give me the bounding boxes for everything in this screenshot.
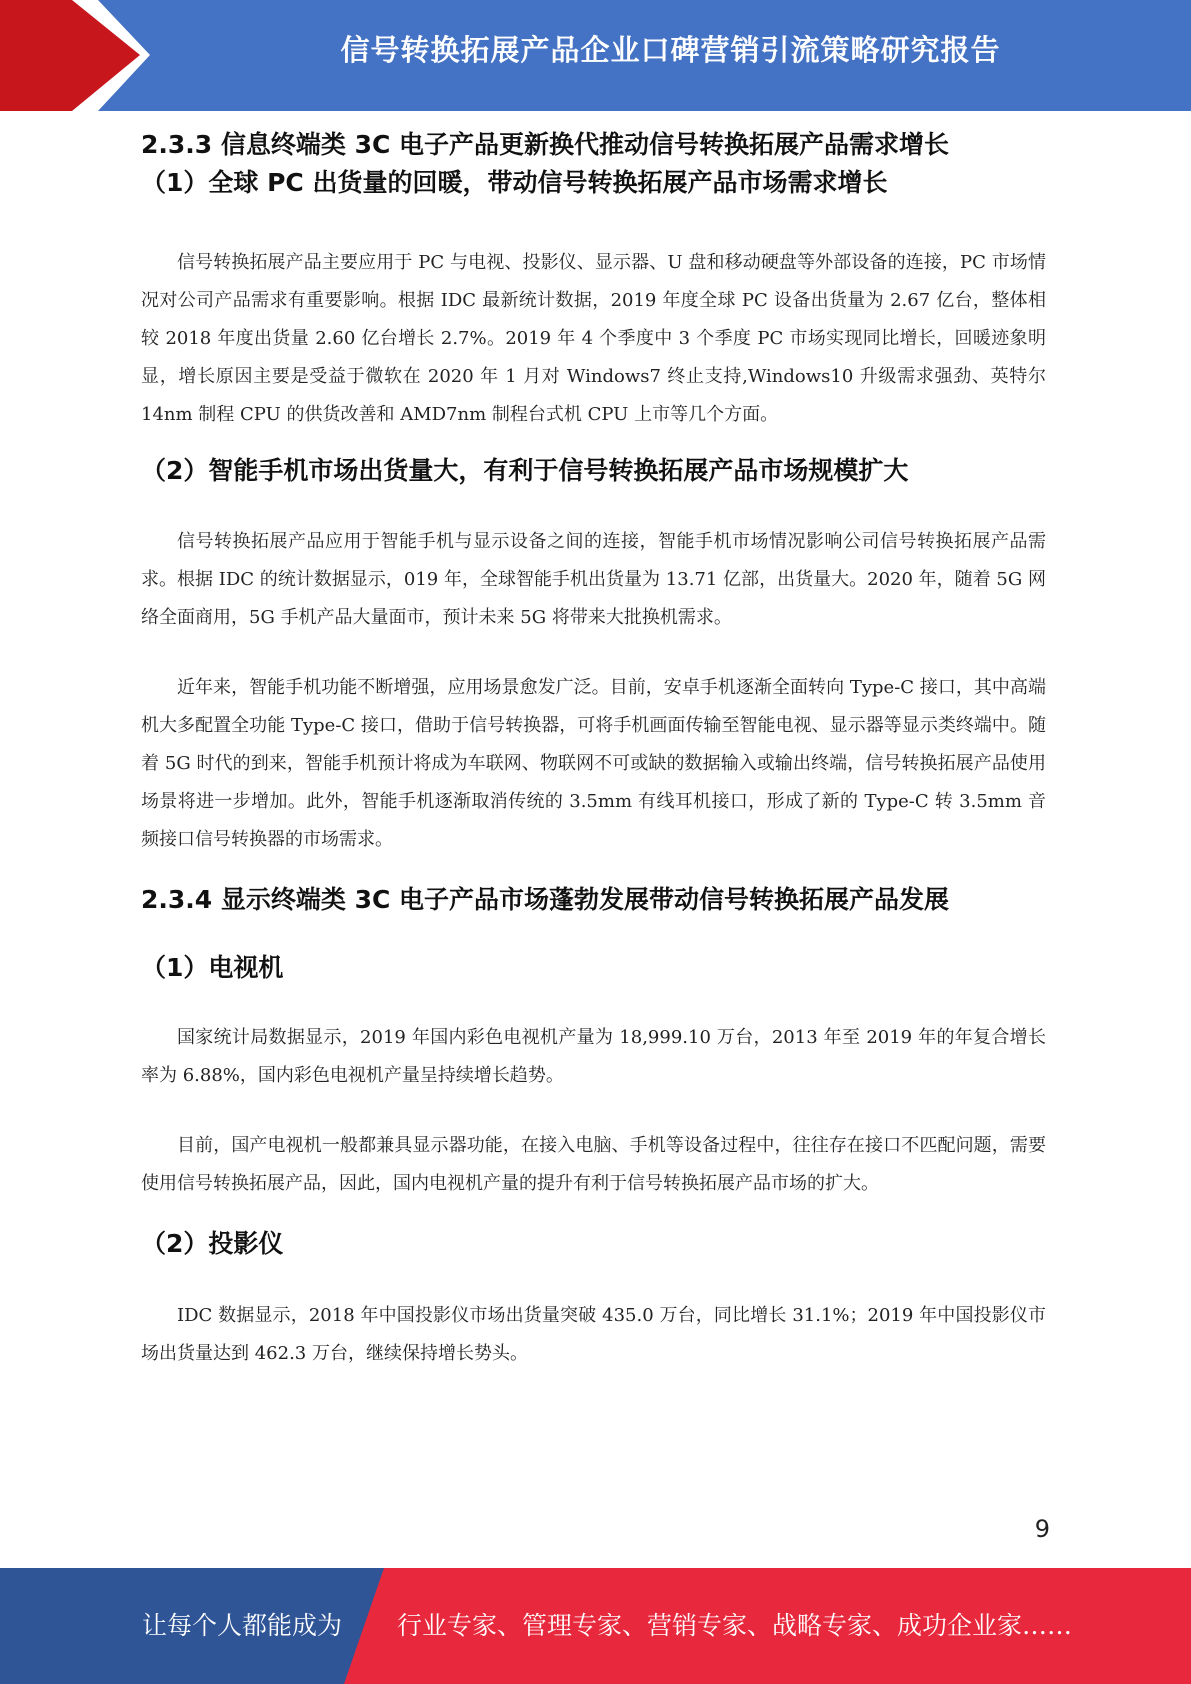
paragraph-pc-market: 信号转换拓展产品主要应用于 PC 与电视、投影仪、显示器、U 盘和移动硬盘等外部设备的连接，PC 市场情况对公司产品需求有重要影响。根据 IDC 最新统计数据，2019 年度全球 PC 设备出货量为 2.67 亿台，整体相较 2018 年度出货量 2.60 亿台增长 2.7%。2019 年 4 个季度中 3 个季度 PC 市场实现同比增长，回暖迹象明显，增长原因主要是受益于微软在 2020 年 1 月对 Windows7 终止支持,Windows10 升级需求强劲、英特尔 14nm 制程 CPU 的供货改善和 AMD7nm 制程台式机 CPU 上市等几个方面。 bbox=[141, 252, 1046, 425]
footer-slogan-left: 让每个人都能成为 bbox=[142, 1611, 343, 1640]
page-footer bbox=[0, 1568, 1191, 1684]
subsection-heading-tv: （1）电视机 bbox=[141, 953, 284, 982]
section-heading-2-3-3: 2.3.3 信息终端类 3C 电子产品更新换代推动信号转换拓展产品需求增长 bbox=[141, 130, 950, 159]
paragraph-projector: IDC 数据显示，2018 年中国投影仪市场出货量突破 435.0 万台，同比增长 31.1%；2019 年中国投影仪市场出货量达到 462.3 万台，继续保持增长势头。 bbox=[141, 1305, 1046, 1364]
page-number: 9 bbox=[1034, 1515, 1050, 1543]
footer-slogan-right: 行业专家、管理专家、营销专家、战略专家、成功企业家…… bbox=[397, 1611, 1073, 1640]
subsection-heading-projector: （2）投影仪 bbox=[141, 1229, 284, 1258]
subsection-heading-pc: （1）全球 PC 出货量的回暖，带动信号转换拓展产品市场需求增长 bbox=[141, 168, 888, 197]
paragraph-smartphone-1: 信号转换拓展产品应用于智能手机与显示设备之间的连接，智能手机市场情况影响公司信号转换拓展产品需求。根据 IDC 的统计数据显示，019 年，全球智能手机出货量为 13.71 亿部，出货量大。2020 年，随着 5G 网络全面商用，5G 手机产品大量面市，预计未来 5G 将带来大批换机需求。 bbox=[141, 531, 1046, 628]
document-body bbox=[141, 126, 1046, 1373]
paragraph-tv-1: 国家统计局数据显示，2019 年国内彩色电视机产量为 18,999.10 万台，2013 年至 2019 年的年复合增长率为 6.88%，国内彩色电视机产量呈持续增长趋势。 bbox=[141, 1027, 1046, 1086]
section-heading-2-3-4: 2.3.4 显示终端类 3C 电子产品市场蓬勃发展带动信号转换拓展产品发展 bbox=[141, 885, 950, 914]
paragraph-tv-2: 目前，国产电视机一般都兼具显示器功能，在接入电脑、手机等设备过程中，往往存在接口不匹配问题，需要使用信号转换拓展产品，因此，国内电视机产量的提升有利于信号转换拓展产品市场的扩大。 bbox=[141, 1135, 1046, 1194]
page-header bbox=[0, 0, 1191, 111]
subsection-heading-smartphone: （2）智能手机市场出货量大，有利于信号转换拓展产品市场规模扩大 bbox=[141, 456, 909, 485]
header-title: 信号转换拓展产品企业口碑营销引流策略研究报告 bbox=[340, 33, 1001, 67]
paragraph-smartphone-2: 近年来，智能手机功能不断增强，应用场景愈发广泛。目前，安卓手机逐渐全面转向 Type-C 接口，其中高端机大多配置全功能 Type-C 接口，借助于信号转换器，可将手机画面传输至智能电视、显示器等显示类终端中。随着 5G 时代的到来，智能手机预计将成为车联网、物联网不可或缺的数据输入或输出终端，信号转换拓展产品使用场景将进一步增加。此外，智能手机逐渐取消传统的 3.5mm 有线耳机接口，形成了新的 Type-C 转 3.5mm 音频接口信号转换器的市场需求。 bbox=[141, 677, 1046, 850]
